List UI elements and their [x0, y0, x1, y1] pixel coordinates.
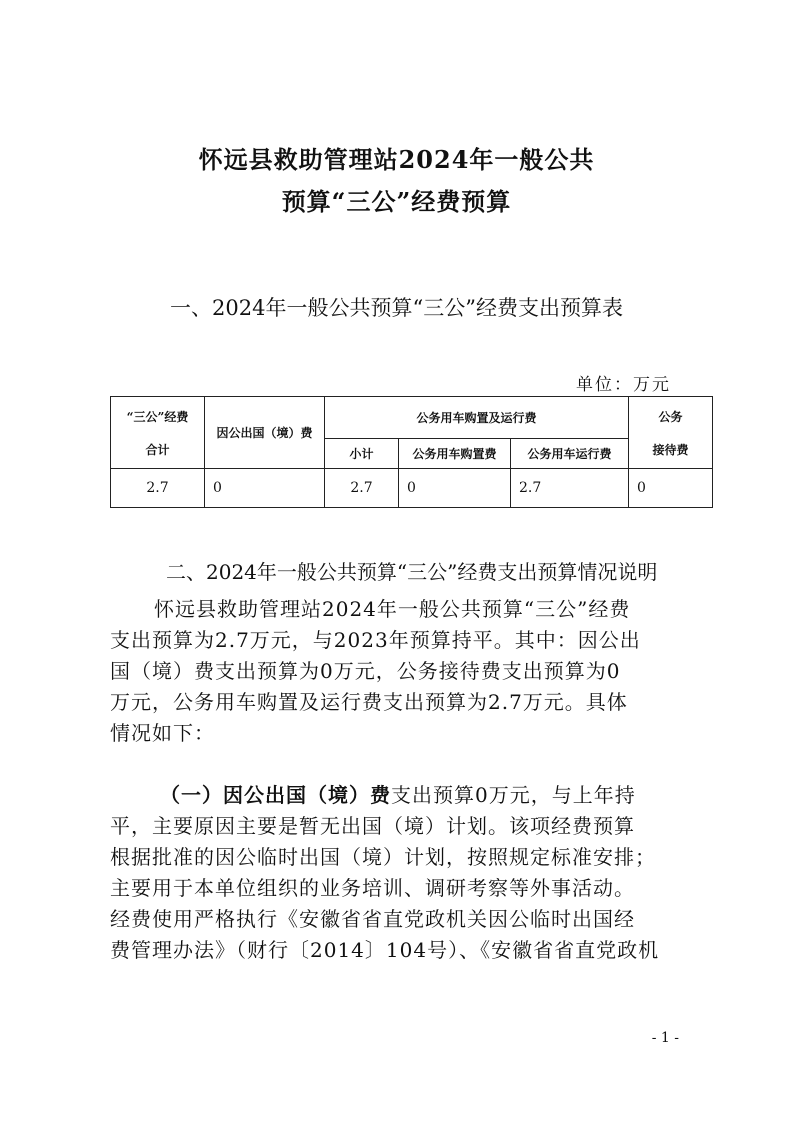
paragraph-line: 怀远县救助管理站2024年一般公共预算“三公”经费: [154, 597, 631, 621]
paragraph-line: 平，主要原因主要是暂无出国（境）计划。该项经费预算: [110, 814, 635, 838]
paragraph-line: 费管理办法》（财行〔2014〕104号）、《安徽省省直党政机: [110, 938, 660, 962]
cell-vehicle-operation: 2.7: [511, 469, 629, 508]
unit-label: 单位：万元: [576, 375, 671, 395]
paragraph-abroad: [110, 780, 678, 966]
paragraph-line: 万元，公务用车购置及运行费支出预算为2.7万元。具体: [110, 690, 628, 714]
section2-heading: 二、2024年一般公共预算“三公”经费支出预算情况说明: [166, 560, 658, 584]
budget-table: [110, 396, 713, 508]
header-vehicle-operation: 公务用车运行费: [511, 439, 629, 469]
header-abroad: 因公出国（境）费: [205, 397, 325, 469]
paragraph-line: 支出预算为2.7万元，与2023年预算持平。其中：因公出: [110, 628, 641, 652]
header-reception: [629, 397, 713, 469]
header-vehicle-purchase: 公务用车购置费: [399, 439, 511, 469]
page-number: - 1 -: [651, 1030, 679, 1046]
document-title-line1: 怀远县救助管理站2024年一般公共: [198, 145, 595, 174]
paragraph-line: [110, 780, 678, 811]
document-title-line2: 预算“三公”经费预算: [281, 187, 512, 216]
header-total: [111, 397, 205, 469]
cell-vehicle-purchase: 0: [399, 469, 511, 508]
table-row: [111, 469, 713, 508]
cell-total: 2.7: [111, 469, 205, 508]
cell-reception: 0: [629, 469, 713, 508]
paragraph-summary: [110, 594, 678, 749]
paragraph-line: 根据批准的因公临时出国（境）计划，按照规定标准安排；: [110, 845, 656, 869]
header-total-line2: 合计: [145, 442, 170, 457]
cell-abroad: 0: [205, 469, 325, 508]
paragraph-line: 情况如下：: [110, 721, 215, 745]
subsection-heading: （一）因公出国（境）费: [160, 783, 391, 807]
header-reception-line1: 公务: [658, 409, 683, 424]
header-total-line1: “三公”经费: [126, 409, 189, 424]
header-reception-line2: 接待费: [652, 442, 689, 457]
paragraph-line: 主要用于本单位组织的业务培训、调研考察等外事活动。: [110, 876, 635, 900]
header-subtotal: 小计: [325, 439, 399, 469]
cell-subtotal: 2.7: [325, 469, 399, 508]
paragraph-line: 经费使用严格执行《安徽省省直党政机关因公临时出国经: [110, 907, 635, 931]
paragraph-text: 支出预算0万元，与上年持: [391, 783, 636, 807]
paragraph-line: 国（境）费支出预算为0万元，公务接待费支出预算为0: [110, 659, 621, 683]
section1-heading: 一、2024年一般公共预算“三公”经费支出预算表: [170, 296, 623, 320]
header-vehicle-group: 公务用车购置及运行费: [325, 397, 629, 439]
